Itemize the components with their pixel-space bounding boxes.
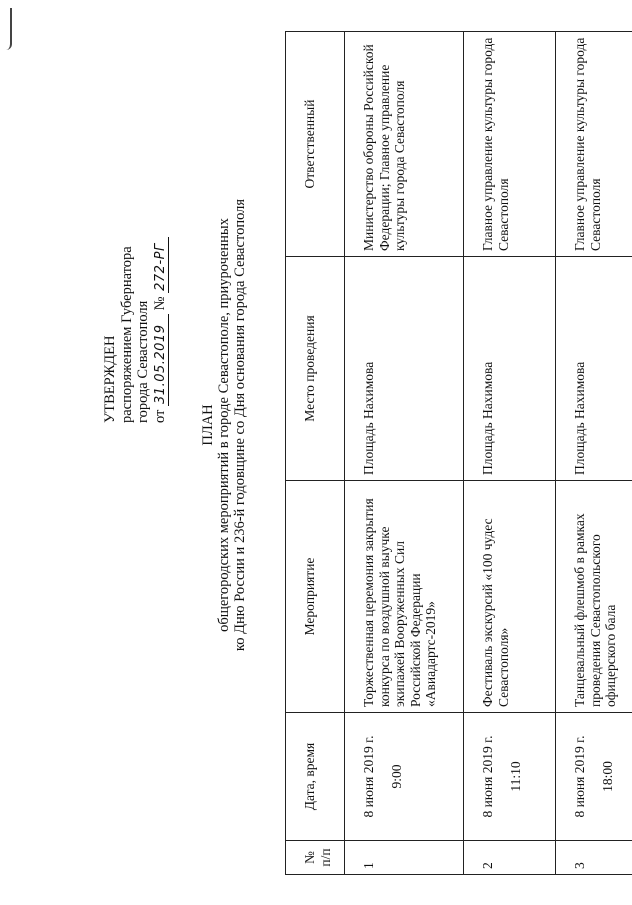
row-time: 11:10	[507, 761, 523, 792]
row-event: Танцевальный флешмоб в рамках проведения Севастопольского офицерского бала	[556, 481, 632, 713]
events-table	[285, 31, 632, 875]
row-event: Торжественная церемония закрытия конкурса по воздушной выучке экипажей Вооруженных Сил Российской Федерации «Авиадартс-2019»	[345, 481, 464, 713]
row-place: Площадь Нахимова	[556, 257, 632, 481]
row-event: Фестиваль экскурсий «100 чудес Севастополя»	[464, 481, 556, 713]
row-responsible: Главное управление культуры города Севастополя	[464, 32, 556, 257]
approval-order-line: распоряжением Губернатора	[118, 246, 135, 423]
header-place: Место проведения	[286, 257, 345, 481]
row-num: 1	[345, 841, 464, 875]
approval-block	[102, 237, 169, 423]
row-date: 8 июня 2019 г.	[572, 735, 587, 818]
approval-number-sign: №	[151, 296, 168, 311]
row-datetime	[464, 713, 556, 841]
row-num: 3	[556, 841, 632, 875]
document-title	[200, 165, 248, 685]
row-place: Площадь Нахимова	[464, 257, 556, 481]
row-num: 2	[464, 841, 556, 875]
approval-number: 272-РГ	[152, 243, 168, 291]
title-line-1: общегородских мероприятий в городе Севастополе, приуроченных	[216, 218, 232, 632]
row-date: 8 июня 2019 г.	[480, 735, 495, 818]
row-responsible: Министерство обороны Российской Федерации; Главное управление культуры города Севастополя	[345, 32, 464, 257]
page-corner-mark	[0, 8, 12, 50]
table-row	[464, 32, 556, 875]
table-header-row	[286, 32, 345, 875]
approval-date-field	[153, 314, 169, 406]
approval-city-line: города Севастополя	[135, 300, 151, 423]
title-line-2: ко Дню России и 236-й годовщине со Дня основания города Севастополя	[232, 198, 248, 652]
header-responsible: Ответственный	[286, 32, 345, 257]
approval-number-field	[153, 237, 169, 293]
table-row	[345, 32, 464, 875]
header-datetime: Дата, время	[286, 713, 345, 841]
row-responsible: Главное управление культуры города Севастополя	[556, 32, 632, 257]
row-datetime	[556, 713, 632, 841]
table-row	[556, 32, 632, 875]
row-time: 9:00	[388, 764, 404, 789]
approval-from-label: от	[151, 409, 168, 423]
header-num: № п/п	[286, 841, 345, 875]
title-heading: ПЛАН	[200, 404, 216, 446]
approval-title: УТВЕРЖДЕН	[102, 335, 118, 423]
approval-date: 31.05.2019	[152, 324, 168, 404]
row-place: Площадь Нахимова	[345, 257, 464, 481]
approval-date-line	[152, 237, 169, 423]
row-datetime	[345, 713, 464, 841]
header-event: Мероприятие	[286, 481, 345, 713]
row-time: 18:00	[599, 761, 615, 792]
row-date: 8 июня 2019 г.	[361, 735, 376, 818]
